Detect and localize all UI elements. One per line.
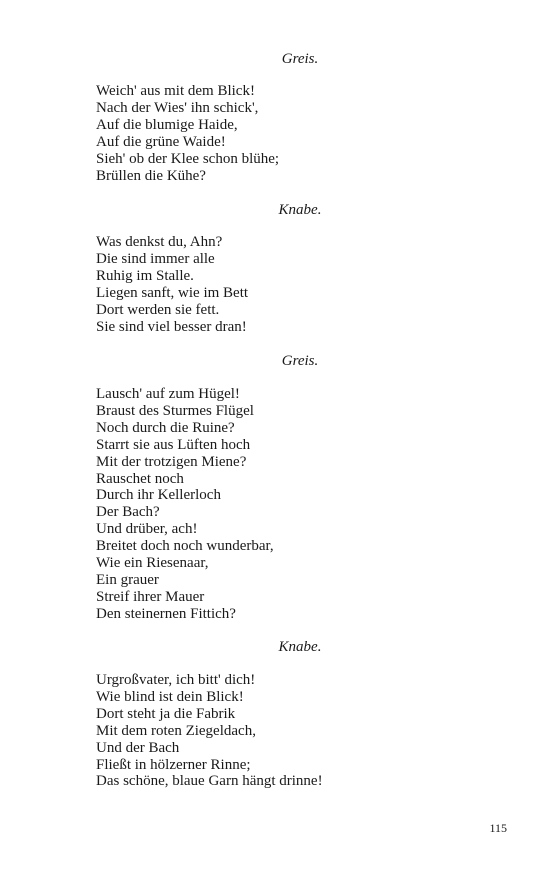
stanza: [96, 234, 248, 335]
verse-line: Und drüber, ach!: [96, 521, 198, 538]
verse-line: Was denkst du, Ahn?: [96, 234, 223, 250]
verse-line: Wie ein Riesenaar,: [96, 555, 209, 572]
verse-line: Starrt sie aus Lüften hoch: [96, 436, 251, 453]
verse-line: Den steinernen Fittich?: [96, 605, 236, 622]
verse-line: Liegen sanft, wie im Bett: [96, 284, 249, 301]
verse-line: Rauschet noch: [96, 470, 184, 487]
verse-line: Streif ihrer Mauer: [96, 588, 205, 605]
verse-line: Und der Bach: [96, 739, 180, 756]
verse-line: Brüllen die Kühe?: [96, 167, 206, 184]
verse-line: Fließt in hölzerner Rinne;: [96, 756, 251, 773]
verse-line: Sie sind viel besser dran!: [96, 318, 247, 335]
verse-line: Das schöne, blaue Garn hängt drinne!: [96, 773, 323, 790]
verse-line: Noch durch die Ruine?: [96, 419, 235, 436]
verse-line: Die sind immer alle: [96, 250, 215, 267]
verse-line: Lausch' auf zum Hügel!: [96, 386, 240, 402]
verse-line: Dort steht ja die Fabrik: [96, 705, 236, 722]
verse-line: Auf die grüne Waide!: [96, 133, 226, 150]
verse-line: Weich' aus mit dem Blick!: [96, 83, 255, 99]
speaker-label-greis: Greis.: [281, 51, 319, 67]
verse-line: Auf die blumige Haide,: [96, 116, 238, 133]
page-number: 115: [489, 821, 507, 835]
verse-line: Nach der Wies' ihn schick',: [96, 99, 259, 116]
stanza: [96, 672, 323, 790]
verse-line: Mit dem roten Ziegeldach,: [96, 722, 256, 739]
verse-line: Sieh' ob der Klee schon blühe;: [96, 150, 280, 167]
speaker-label-knabe: Knabe.: [278, 202, 322, 218]
verse-line: Urgroßvater, ich bitt' dich!: [96, 672, 256, 688]
verse-line: Der Bach?: [96, 504, 160, 521]
verse-line: Breitet doch noch wunderbar,: [96, 538, 274, 555]
speaker-label-greis: Greis.: [281, 353, 319, 369]
verse-line: Durch ihr Kellerloch: [96, 487, 221, 504]
speaker-label-knabe: Knabe.: [278, 639, 322, 655]
verse-line: Ein grauer: [96, 571, 159, 588]
verse-line: Dort werden sie fett.: [96, 301, 220, 318]
verse-line: Braust des Sturmes Flügel: [96, 402, 254, 419]
verse-line: Mit der trotzigen Miene?: [96, 453, 247, 470]
stanza: [96, 83, 279, 184]
verse-line: Ruhig im Stalle.: [96, 267, 194, 284]
verse-line: Wie blind ist dein Blick!: [96, 688, 244, 705]
stanza: [96, 386, 274, 623]
